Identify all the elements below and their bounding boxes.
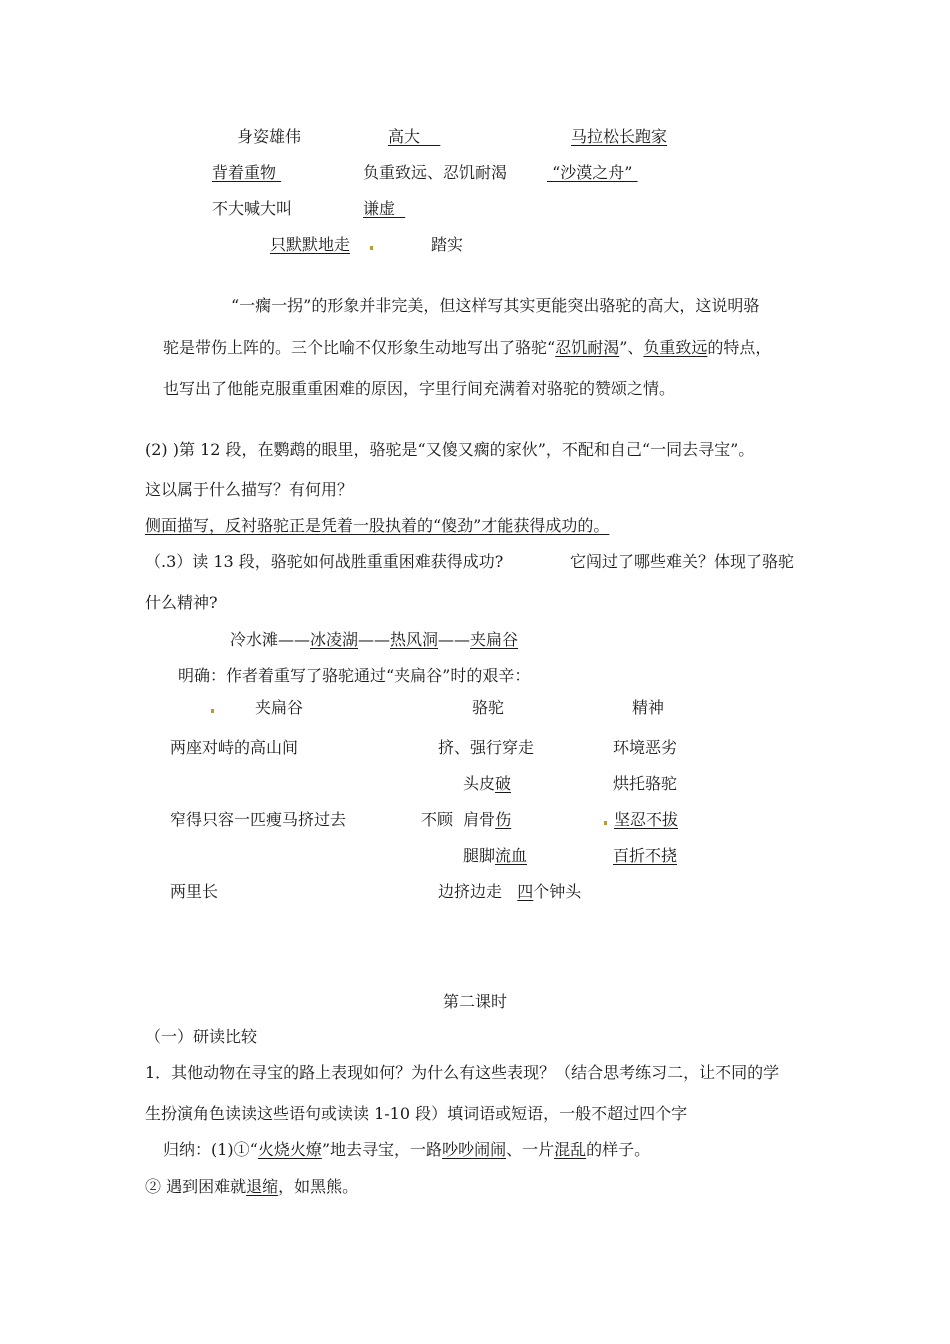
para1-l2-pre: 驼是带伤上阵的。三个比喻不仅形象生动地写出了骆驼“ [163,338,556,357]
para1-line1: “一瘸一拐”的形象并非完美，但这样写其实更能突出骆驼的高大，这说明骆 [231,296,760,315]
para1-l2-post: 的特点， [707,338,772,357]
line2-pre: ② 遇到困难就 [145,1177,247,1196]
underlined-jiabiangu: 夹扁谷 [470,630,519,649]
grid-c1-r1: 两座对峙的高山间 [170,738,299,757]
grid-c2-r4 [463,846,527,866]
summary-mid2: 、一片 [506,1140,555,1159]
grid-c2-r4-pre: 腿脚 [463,846,496,865]
underlined-binglinghu: 冰凌湖 [310,630,359,649]
grid-c2-r5-pre: 边挤边走 [438,882,518,901]
para1-line2 [163,338,771,358]
beizhe-text: 背着重物 [212,163,277,182]
grid-c1-r3: 窄得只容一匹瘦马挤过去 [170,810,347,829]
grid-header-jiabiangu: 夹扁谷 [255,698,304,717]
line2-post: ，如黑熊。 [278,1177,359,1196]
q2-answer: 侧面描写，反衬骆驼正是凭着一股执着的“傻劲”才能获得成功的。 [145,516,610,535]
path-dash-1: —— [358,630,391,649]
summary-post: 的样子。 [586,1140,651,1159]
grid-c2-r5-post: 个钟头 [533,882,582,901]
underlined-tuisuo: 退缩 [246,1177,279,1196]
cell-fuzhong: 负重致远、忍饥耐渴 [363,163,508,182]
mark-dot [370,246,373,250]
lesson2-q1-line1: 1．其他动物在寻宝的路上表现如何？为什么有这些表现？（结合思考练习二，让不同的学 [145,1063,780,1082]
grid-c2-r3-pre: 不顾 肩骨 [421,810,496,829]
para1-line3: 也写出了他能克服重重困难的原因，字里行间充满着对骆驼的赞颂之情。 [163,379,676,398]
cell-momo: 只默默地走 [270,235,351,254]
lesson2-section: （一）研读比较 [145,1027,258,1046]
grid-c1-r5: 两里长 [170,882,219,901]
para1-l2-mid: ”、 [619,338,644,357]
lesson2-summary [163,1140,650,1160]
underlined-shang: 伤 [495,810,512,829]
grid-c2-r2 [463,774,511,794]
cell-buda: 不大喊大叫 [212,199,293,218]
grid-c3-r2: 烘托骆驼 [613,774,678,793]
underlined-fuzhong: 负重致远 [643,338,708,357]
cell-beizhe [212,163,281,183]
q3-line1a: （.3）读 13 段，骆驼如何战胜重重困难获得成功? [145,552,504,571]
underlined-refengdong: 热风洞 [390,630,439,649]
grid-c2-r2-pre: 头皮 [463,774,496,793]
cell-qianxu [363,199,405,219]
mark-dot [604,821,607,825]
desert-ship-text: “沙漠之舟” [552,163,633,182]
q3-path [230,630,518,650]
mark-dot [211,709,214,713]
underlined-hunluan: 混乱 [554,1140,587,1159]
grid-c2-r5 [438,882,581,902]
path-dash-2: —— [438,630,471,649]
grid-c2-r1: 挤、强行穿走 [438,738,535,757]
underlined-liuxue: 流血 [495,846,528,865]
summary-pre: 归纳：(1)①“ [163,1140,258,1159]
lesson2-line2 [145,1177,358,1197]
underlined-huoshao: 火烧火燎 [257,1140,322,1159]
grid-header-camel: 骆驼 [472,698,505,717]
grid-c2-r3 [421,810,511,830]
underlined-gaoda: 高大 [388,127,421,146]
path-start: 冷水滩—— [230,630,311,649]
underlined-chaochao: 吵吵闹闹 [442,1140,507,1159]
grid-c3-r3: 坚忍不拔 [614,810,679,829]
grid-header-spirit: 精神 [632,698,665,717]
grid-c3-r1: 环境恶劣 [613,738,678,757]
cell-gaoda [388,127,440,147]
underlined-renji: 忍饥耐渴 [555,338,620,357]
lesson2-q1-line2: 生扮演角色读读这些语句或读读 1-10 段）填词语或短语，一般不超过四个字 [145,1104,688,1123]
q3-line1b: 它闯过了哪些难关？体现了骆驼 [570,552,795,571]
q2-line2: 这以属于什么描写？有何用？ [145,480,354,499]
q2-line1: (2) )第 12 段，在鹦鹉的眼里，骆驼是“又傻又瘸的家伙”，不配和自己“一同去寻宝”。 [145,440,755,459]
cell-desert-ship [547,163,638,183]
underlined-si: 四 [517,882,534,901]
cell-shenzi: 身姿雄伟 [237,127,302,146]
q3-clarify: 明确：作者着重写了骆驼通过“夹扁谷”时的艰辛： [178,666,531,685]
underlined-po: 破 [495,774,512,793]
cell-marathon: 马拉松长跑家 [571,127,668,146]
cell-tashi: 踏实 [431,235,464,254]
qianxu-text: 谦虚 [363,199,396,218]
lesson2-title: 第二课时 [443,992,508,1011]
grid-c3-r4: 百折不挠 [613,846,678,865]
summary-mid1: ”地去寻宝，一路 [321,1140,443,1159]
q3-line2: 什么精神? [145,593,218,612]
